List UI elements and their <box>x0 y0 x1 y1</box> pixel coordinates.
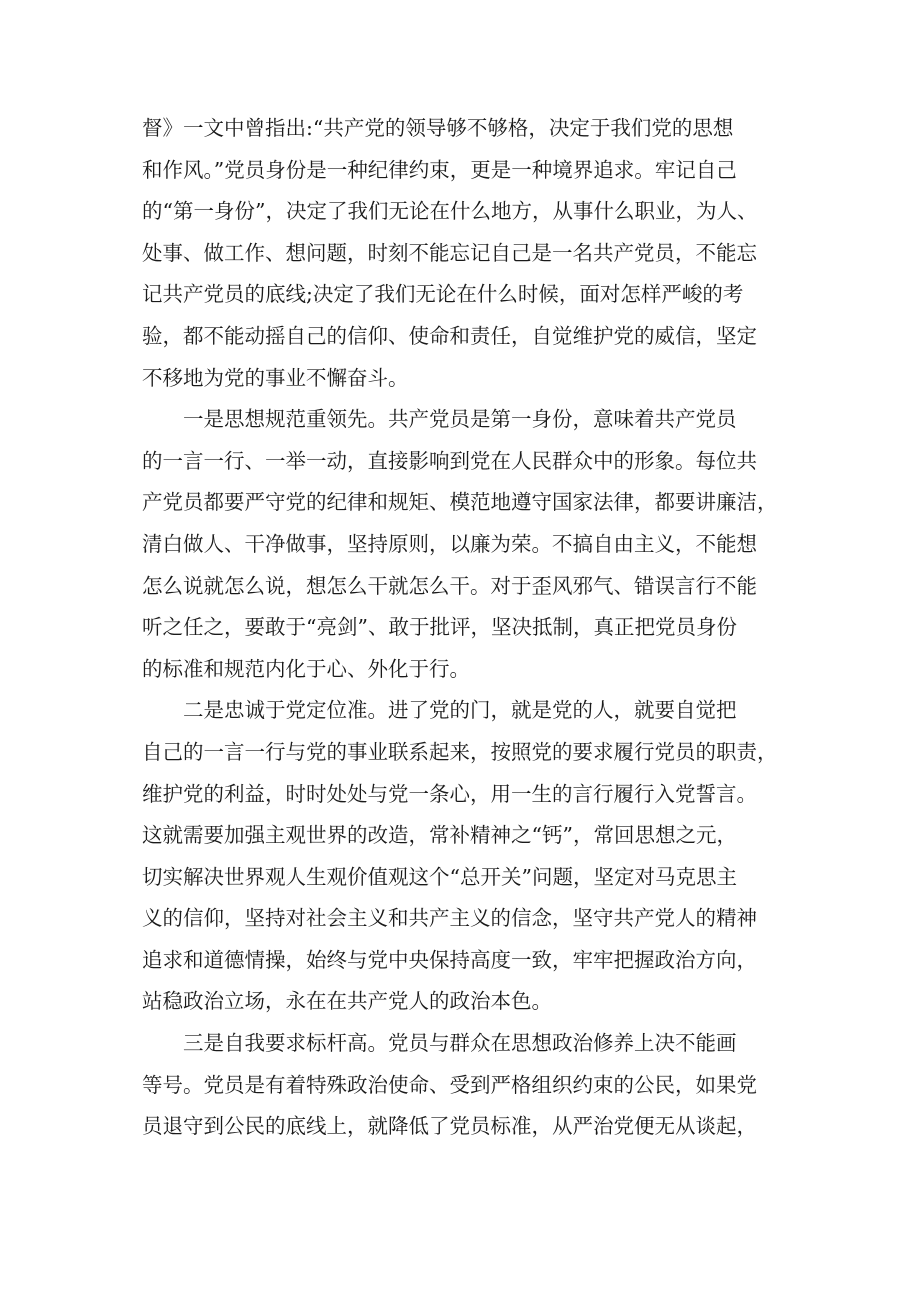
text-line: 处事、做工作、想问题，时刻不能忘记自己是一名共产党员，不能忘 <box>142 240 757 265</box>
text-line: 的“第一身份”，决定了我们无论在什么地方，从事什么职业，为人、 <box>142 199 758 224</box>
text-line: 自己的一言一行与党的事业联系起来，按照党的要求履行党员的职责， <box>142 739 778 764</box>
paragraph-start-line: 二是忠诚于党定位准。进了党的门，就是党的人，就要自觉把 <box>142 698 737 723</box>
text-line: 和作风。”党员身份是一种纪律约束，更是一种境界追求。牢记自己 <box>142 157 737 182</box>
text-line: 督》一文中曾指出:“共产党的领导够不够格，决定于我们党的思想 <box>142 116 734 140</box>
text-line: 不移地为党的事业不懈奋斗。 <box>142 365 409 390</box>
text-line: 的一言一行、一举一动，直接影响到党在人民群众中的形象。每位共 <box>142 448 757 473</box>
text-line: 追求和道德情操，始终与党中央保持高度一致，牢牢把握政治方向， <box>142 947 757 972</box>
paragraph-start-line: 三是自我要求标杆高。党员与群众在思想政治修养上决不能画 <box>142 1031 737 1056</box>
text-line: 验，都不能动摇自己的信仰、使命和责任，自觉维护党的威信，坚定 <box>142 323 757 348</box>
text-line: 等号。党员是有着特殊政治使命、受到严格组织约束的公民，如果党 <box>142 1072 757 1097</box>
text-line: 听之任之，要敢于“亮剑”、敢于批评，坚决抵制，真正把党员身份 <box>142 615 737 640</box>
text-line: 站稳政治立场，永在在共产党人的政治本色。 <box>142 989 552 1014</box>
text-line: 的标准和规范内化于心、外化于行。 <box>142 656 470 681</box>
text-line: 义的信仰，坚持对社会主义和共产主义的信念，坚守共产党人的精神 <box>142 906 757 931</box>
text-line: 产党员都要严守党的纪律和规矩、模范地遵守国家法律，都要讲廉洁， <box>142 490 778 515</box>
text-line: 员退守到公民的底线上，就降低了党员标准，从严治党便无从谈起， <box>142 1114 757 1139</box>
document-body <box>142 108 792 1148</box>
text-line: 清白做人、干净做事，坚持原则，以廉为荣。不搞自由主义，不能想 <box>142 531 757 556</box>
text-line: 维护党的利益，时时处处与党一条心，用一生的言行履行入党誓言。 <box>142 781 757 806</box>
text-line: 这就需要加强主观世界的改造，常补精神之“钙”，常回思想之元， <box>142 823 737 848</box>
text-line: 怎么说就怎么说，想怎么干就怎么干。对于歪风邪气、错误言行不能 <box>142 573 757 598</box>
text-line: 切实解决世界观人生观价值观这个“总开关”问题，坚定对马克思主 <box>142 864 737 889</box>
text-line: 记共产党员的底线;决定了我们无论在什么时候，面对怎样严峻的考 <box>142 282 744 307</box>
paragraph-start-line: 一是思想规范重领先。共产党员是第一身份，意味着共产党员 <box>142 407 737 432</box>
